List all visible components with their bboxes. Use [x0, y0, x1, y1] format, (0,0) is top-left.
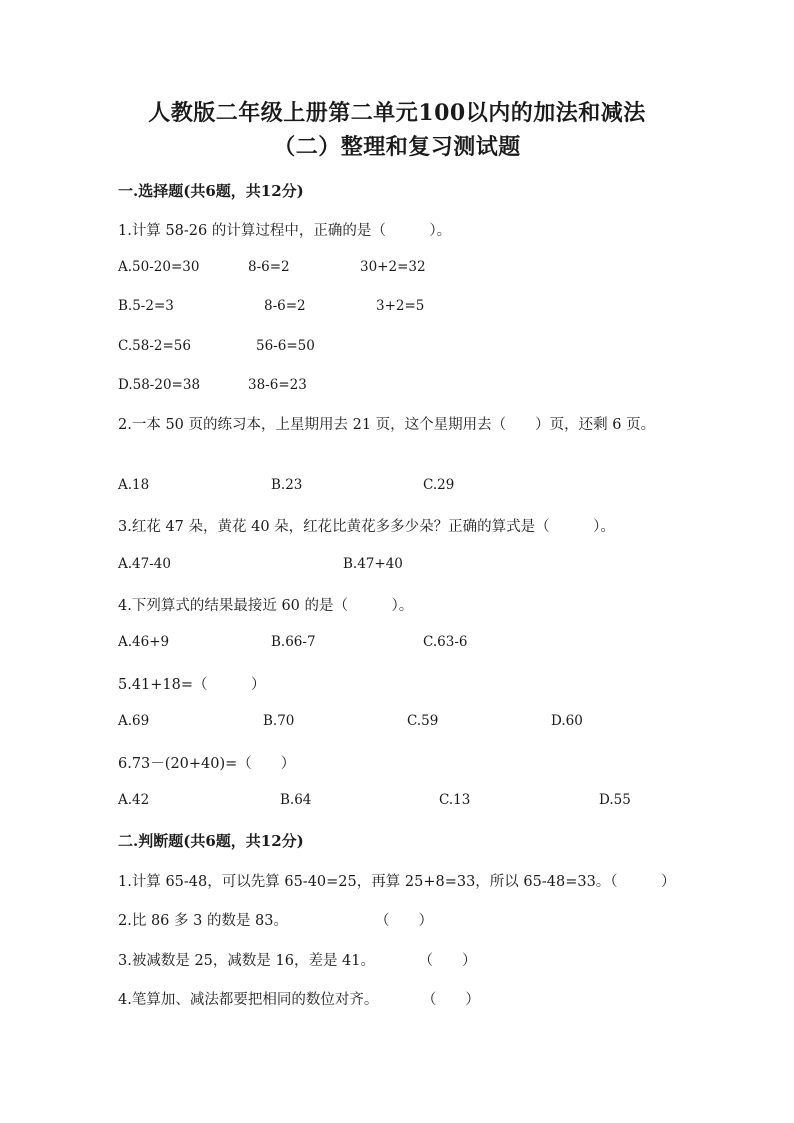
- q4-option-a: A.46+9: [118, 634, 170, 650]
- q5-option-a: A.69: [118, 713, 150, 729]
- q2-option-a: A.18: [118, 477, 150, 493]
- q1-option-a-step1: A.50-20=30: [118, 259, 200, 275]
- q4-option-c: C.63-6: [423, 634, 468, 650]
- q6-option-c: C.13: [439, 792, 471, 808]
- q1-option-b-step3: 3+2=5: [376, 298, 425, 314]
- question-1-stem: 1.计算 58-26 的计算过程中，正确的是（ ）。: [118, 223, 452, 239]
- judge-question-4: 4.笔算加、减法都要把相同的数位对齐。 （ ）: [118, 992, 480, 1008]
- q2-option-c: C.29: [423, 477, 455, 493]
- q5-option-c: C.59: [407, 713, 439, 729]
- q1-option-d-step2: 38-6=23: [248, 377, 307, 393]
- q1-option-b-step2: 8-6=2: [264, 298, 306, 314]
- title-line-2: （二）整理和复习测试题: [273, 134, 521, 160]
- q2-option-b: B.23: [271, 477, 303, 493]
- q6-option-b: B.64: [280, 792, 312, 808]
- judge-section-heading: 二.判断题(共6题，共12分): [118, 832, 304, 850]
- q1-option-a-step2: 8-6=2: [248, 259, 290, 275]
- q5-option-d: D.60: [551, 713, 583, 729]
- q3-option-b: B.47+40: [343, 556, 403, 572]
- q3-option-a: A.47-40: [118, 556, 171, 572]
- q5-option-b: B.70: [263, 713, 295, 729]
- question-4-stem: 4.下列算式的结果最接近 60 的是（ ）。: [118, 598, 414, 614]
- q6-option-d: D.55: [599, 792, 631, 808]
- judge-question-2: 2.比 86 多 3 的数是 83。 （ ）: [118, 913, 434, 929]
- q1-option-c-step2: 56-6=50: [256, 338, 315, 354]
- q1-option-b-step1: B.5-2=3: [118, 298, 174, 314]
- q1-option-c-step1: C.58-2=56: [118, 338, 191, 354]
- question-6-stem: 6.73－(20+40)=（ ）: [118, 756, 296, 772]
- question-2-stem: 2.一本 50 页的练习本，上星期用去 21 页，这个星期用去（ ）页，还剩 6 页。: [118, 417, 656, 433]
- q6-option-a: A.42: [118, 792, 150, 808]
- q4-option-b: B.66-7: [271, 634, 316, 650]
- q1-option-a-step3: 30+2=32: [360, 259, 426, 275]
- title-line-1: 人教版二年级上册第二单元100以内的加法和减法: [148, 100, 646, 126]
- question-3-stem: 3.红花 47 朵，黄花 40 朵，红花比黄花多多少朵？正确的算式是（ ）。: [118, 519, 615, 535]
- q1-option-d-step1: D.58-20=38: [118, 377, 201, 393]
- question-5-stem: 5.41+18=（ ）: [118, 677, 266, 693]
- judge-question-3: 3.被减数是 25，减数是 16，差是 41。 （ ）: [118, 953, 477, 969]
- judge-question-1: 1.计算 65-48，可以先算 65-40=25，再算 25+8=33，所以 65-48=33。（ ）: [118, 874, 676, 890]
- choice-section-heading: 一.选择题(共6题，共12分): [118, 182, 304, 200]
